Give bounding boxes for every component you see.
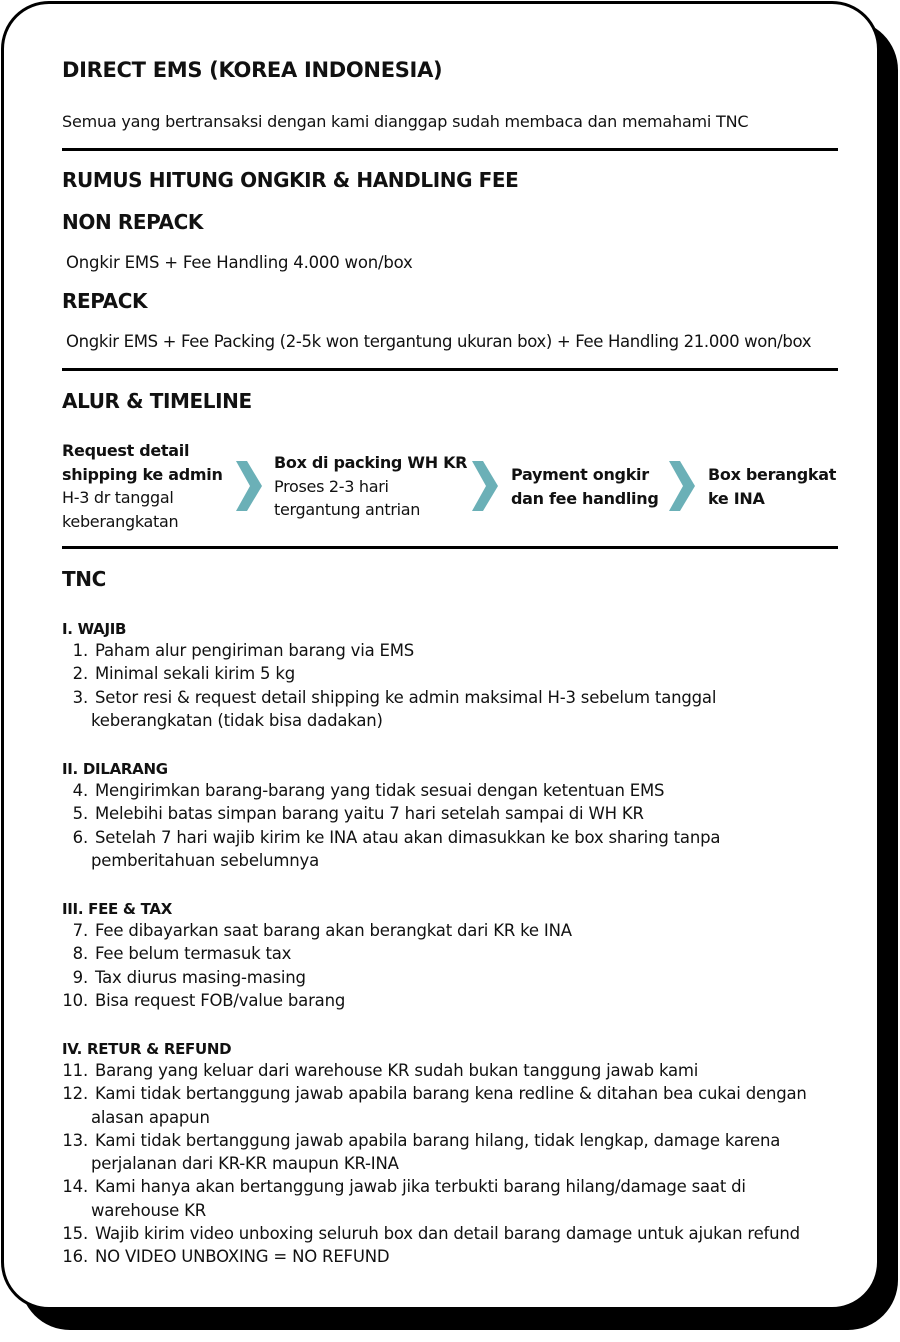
list-item <box>62 1129 832 1176</box>
item-text: Wajib kirim video unboxing seluruh box dan detail barang damage untuk ajukan refund <box>95 1224 800 1244</box>
step-title: Payment ongkir <box>511 465 649 484</box>
chevron-right-icon <box>472 461 498 511</box>
list-item <box>62 1059 832 1082</box>
item-text: Tax diurus masing-masing <box>95 967 306 987</box>
list-item <box>62 989 832 1012</box>
timeline-step <box>274 451 467 522</box>
step-detail: Proses 2-3 hari <box>274 476 389 496</box>
item-number: 14. <box>62 1177 88 1197</box>
item-number: 5. <box>72 804 88 824</box>
item-text: Setelah 7 hari wajib kirim ke INA atau akan dimasukkan ke box sharing tanpa pemberitahuan sebelumnya <box>91 827 721 870</box>
list-item <box>62 1082 832 1129</box>
item-text: Kami tidak bertanggung jawab apabila barang kena redline & ditahan bea cukai dengan alasan apapun <box>91 1084 807 1127</box>
section-list <box>62 639 832 732</box>
timeline-step <box>62 439 223 533</box>
list-item <box>62 779 832 802</box>
repack-heading: REPACK <box>62 289 148 313</box>
repack-text: Ongkir EMS + Fee Packing (2-5k won tergantung ukuran box) + Fee Handling 21.000 won/box <box>66 332 812 351</box>
timeline-heading: ALUR & TIMELINE <box>62 389 252 413</box>
item-number: 15. <box>62 1224 88 1244</box>
item-number: 9. <box>72 967 88 987</box>
non-repack-heading: NON REPACK <box>62 210 203 234</box>
list-item <box>62 1245 832 1268</box>
list-item <box>62 1175 832 1222</box>
timeline-step <box>511 463 659 510</box>
step-title: ke INA <box>708 488 765 508</box>
tnc-section <box>62 760 832 872</box>
list-item <box>62 1222 832 1245</box>
timeline-step <box>708 463 836 510</box>
item-number: 1. <box>72 641 88 660</box>
list-item <box>62 802 832 825</box>
item-number: 6. <box>72 827 88 847</box>
item-number: 11. <box>62 1061 88 1080</box>
item-text: Kami hanya akan bertanggung jawab jika terbukti barang hilang/damage saat di warehouse KR <box>91 1177 746 1220</box>
section-list <box>62 919 832 1012</box>
section-title: IV. RETUR & REFUND <box>62 1040 232 1058</box>
chevron-right-icon <box>236 461 262 511</box>
divider <box>62 546 838 549</box>
list-item <box>62 919 832 942</box>
section-title: II. DILARANG <box>62 760 168 778</box>
step-title: Box di packing WH KR <box>274 453 468 472</box>
item-number: 8. <box>72 944 88 964</box>
chevron-right-icon <box>669 461 695 511</box>
rumus-heading: RUMUS HITUNG ONGKIR & HANDLING FEE <box>62 168 519 192</box>
item-text: NO VIDEO UNBOXING = NO REFUND <box>95 1247 390 1267</box>
non-repack-text: Ongkir EMS + Fee Handling 4.000 won/box <box>66 253 413 272</box>
tnc-section <box>62 620 832 732</box>
list-item <box>62 662 832 685</box>
divider <box>62 368 838 371</box>
item-text: Kami tidak bertanggung jawab apabila barang hilang, tidak lengkap, damage karena perjalanan dari KR-KR maupun KR-INA <box>91 1130 781 1174</box>
item-text: Setor resi & request detail shipping ke admin maksimal H-3 sebelum tanggal keberangkatan (tidak bisa dadakan) <box>91 687 717 730</box>
item-number: 16. <box>62 1247 88 1267</box>
step-detail: keberangkatan <box>62 511 179 531</box>
list-item <box>62 942 832 965</box>
step-title: Box berangkat <box>708 465 837 484</box>
item-text: Melebihi batas simpan barang yaitu 7 hari setelah sampai di WH KR <box>95 804 644 824</box>
step-detail: H-3 dr tanggal <box>62 488 174 507</box>
step-title: Request detail <box>62 441 190 460</box>
list-item <box>62 686 832 733</box>
item-number: 2. <box>72 664 88 684</box>
item-text: Fee dibayarkan saat barang akan berangkat dari KR ke INA <box>95 921 572 940</box>
item-number: 7. <box>72 921 88 940</box>
step-title: dan fee handling <box>511 488 659 508</box>
step-detail: tergantung antrian <box>274 500 421 519</box>
section-title: I. WAJIB <box>62 620 127 638</box>
list-item <box>62 639 832 662</box>
item-number: 3. <box>72 687 88 707</box>
item-text: Minimal sekali kirim 5 kg <box>95 664 296 684</box>
list-item <box>62 826 832 873</box>
divider <box>62 148 838 151</box>
intro-text: Semua yang bertransaksi dengan kami dianggap sudah membaca dan memahami TNC <box>62 112 749 131</box>
item-number: 4. <box>72 781 88 800</box>
tnc-heading: TNC <box>62 567 106 591</box>
step-title: shipping ke admin <box>62 464 223 484</box>
item-number: 13. <box>62 1130 88 1150</box>
item-text: Mengirimkan barang-barang yang tidak sesuai dengan ketentuan EMS <box>95 781 665 800</box>
section-list <box>62 779 832 872</box>
item-number: 10. <box>62 990 88 1010</box>
tnc-section <box>62 1040 832 1269</box>
section-list <box>62 1059 832 1269</box>
page-title: DIRECT EMS (KOREA INDONESIA) <box>62 58 443 82</box>
tnc-section <box>62 900 832 1012</box>
item-text: Fee belum termasuk tax <box>95 944 292 964</box>
item-text: Barang yang keluar dari warehouse KR sudah bukan tanggung jawab kami <box>95 1061 699 1080</box>
item-text: Paham alur pengiriman barang via EMS <box>95 641 415 660</box>
list-item <box>62 966 832 989</box>
item-text: Bisa request FOB/value barang <box>95 990 346 1010</box>
section-title: III. FEE & TAX <box>62 900 172 918</box>
item-number: 12. <box>62 1084 88 1104</box>
